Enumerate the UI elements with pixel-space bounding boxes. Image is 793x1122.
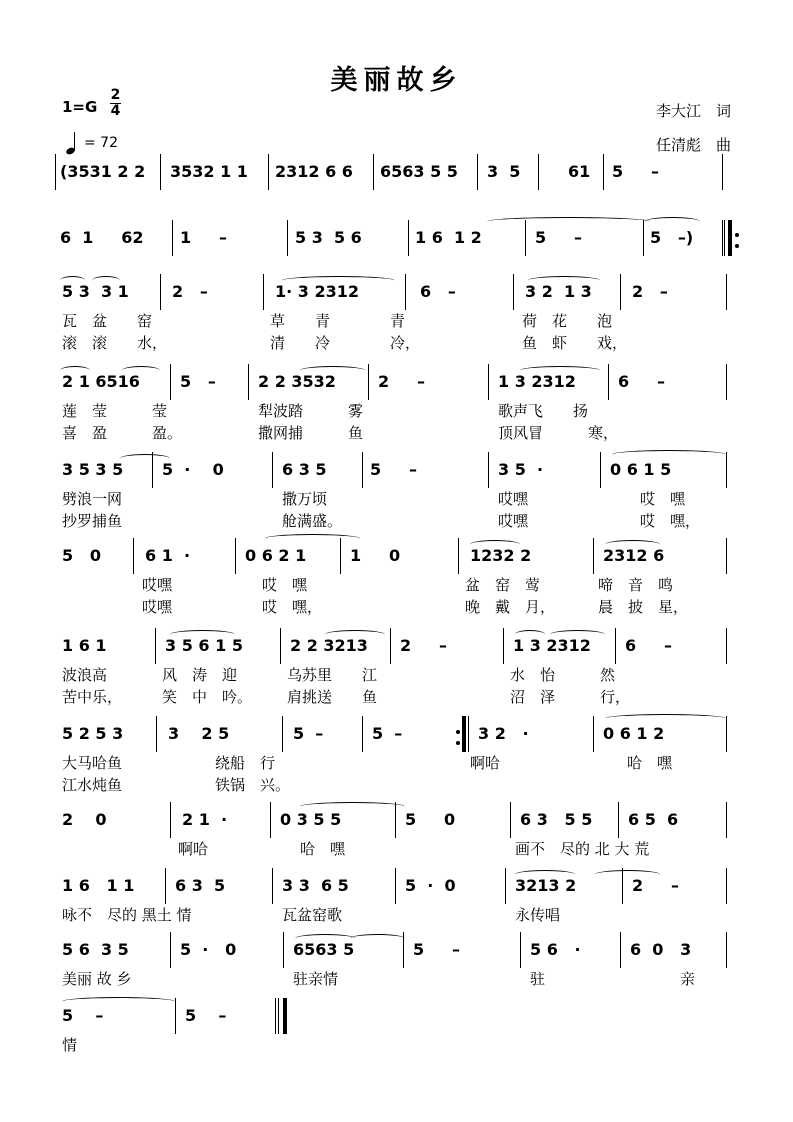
notation-measure: 5 – — [535, 228, 582, 247]
bar-line — [593, 538, 594, 574]
key-signature: 1=G — [62, 98, 98, 116]
repeat-start-thick-bar — [728, 220, 732, 256]
notation-measure: 5 · 0 — [162, 460, 224, 479]
bar-line — [362, 716, 363, 752]
notation-measure: 5 2 5 3 — [62, 724, 124, 743]
bar-line — [726, 868, 727, 904]
slur-mark — [515, 870, 575, 879]
slur-mark — [595, 870, 660, 879]
lyric-verse-1: 乌苏里 江 — [287, 666, 378, 684]
bar-line — [268, 154, 269, 190]
bar-line — [368, 364, 369, 400]
lyric-verse-1: 哈 嘿 — [627, 754, 673, 772]
tempo-value: = 72 — [84, 135, 118, 151]
bar-line — [726, 932, 727, 968]
notation-measure: 5 6 3 5 — [62, 940, 129, 959]
slur-mark — [60, 276, 85, 285]
intro-start-bar — [55, 154, 56, 190]
lyric-verse-1: 亲 — [680, 970, 696, 988]
bar-line — [156, 716, 157, 752]
notation-measure: 2 – — [400, 636, 447, 655]
bar-line — [287, 220, 288, 256]
notation-measure: 5 – — [372, 724, 403, 743]
notation-measure: 2 1 · — [182, 810, 228, 829]
notation-measure: 2 2 3213 — [290, 636, 368, 655]
notation-measure: 2 – — [172, 282, 208, 301]
notation-measure: 1 6 1 2 — [415, 228, 482, 247]
notation-measure: 5 · 0 — [405, 876, 456, 895]
lyric-verse-2: 江水炖鱼 — [62, 776, 123, 794]
bar-line — [165, 868, 166, 904]
notation-measure: 6 3 5 — [282, 460, 327, 479]
slur-mark — [265, 534, 360, 543]
bar-line — [726, 538, 727, 574]
notation-measure: 6 3 5 5 — [520, 810, 593, 829]
bar-line — [248, 364, 249, 400]
slur-mark — [605, 714, 726, 723]
bar-line — [615, 628, 616, 664]
bar-line — [275, 998, 276, 1034]
notation-measure: 5 0 — [62, 546, 101, 565]
notation-measure: 2 2 3532 — [258, 372, 336, 391]
bar-line — [505, 868, 506, 904]
notation-measure: 5 – — [62, 1006, 104, 1025]
notation-measure: 3213 2 — [515, 876, 577, 895]
lyric-verse-1: 啊哈 — [470, 754, 501, 772]
bar-line — [390, 628, 391, 664]
bar-line — [620, 274, 621, 310]
lyric-verse-2: 抄罗捕鱼 — [62, 512, 123, 530]
lyric-verse-1: 永传唱 — [515, 906, 561, 924]
slur-mark — [515, 630, 545, 639]
bar-line — [488, 364, 489, 400]
bar-line — [160, 154, 161, 190]
notation-measure: 0 3 5 5 — [280, 810, 342, 829]
bar-line — [340, 538, 341, 574]
notation-measure: 6 5 6 — [628, 810, 679, 829]
lyric-verse-1: 犁波踏 雾 — [258, 402, 364, 420]
bar-line — [603, 154, 604, 190]
bar-line — [618, 802, 619, 838]
notation-measure: 5 – — [370, 460, 417, 479]
notation-measure: 0 6 2 1 — [245, 546, 307, 565]
bar-line — [722, 154, 723, 190]
lyric-verse-2: 撒网捕 鱼 — [258, 424, 364, 442]
repeat-dot — [735, 244, 739, 248]
notation-measure: 3 2 · — [478, 724, 529, 743]
notation-measure: 2 – — [378, 372, 425, 391]
slur-mark — [528, 276, 600, 285]
bar-line — [608, 364, 609, 400]
bar-line — [726, 452, 727, 488]
notation-measure: 1 0 — [350, 546, 401, 565]
bar-line — [170, 932, 171, 968]
bar-line — [726, 364, 727, 400]
slur-mark — [295, 934, 355, 943]
lyric-verse-2: 铁锅 兴。 — [215, 776, 291, 794]
lyric-verse-2: 晨 披 星， — [598, 598, 689, 616]
lyric-verse-1: 歌声飞 扬 — [498, 402, 589, 420]
notation-measure: 2 0 — [62, 810, 107, 829]
lyric-verse-1: 瓦 盆 窑 — [62, 312, 153, 330]
final-thin-bar — [278, 998, 279, 1034]
bar-line — [160, 274, 161, 310]
bar-line — [726, 628, 727, 664]
slur-mark — [645, 217, 700, 226]
bar-line — [726, 802, 727, 838]
lyric-verse-1: 哎 嘿 — [262, 576, 308, 594]
notation-measure: 5 – — [612, 162, 659, 181]
bar-line — [503, 628, 504, 664]
notation-measure: 3532 1 1 — [170, 162, 248, 181]
notation-measure: 2312 6 6 — [275, 162, 353, 181]
lyric-verse-1: 画不 尽的 北 大 荒 — [515, 840, 650, 858]
slur-mark — [470, 540, 520, 549]
bar-line — [510, 802, 511, 838]
lyric-verse-1: 驻亲情 — [293, 970, 339, 988]
bar-line — [155, 628, 156, 664]
lyric-verse-1: 瓦盆窑歌 — [282, 906, 343, 924]
lyric-verse-2: 顶风冒 寒， — [498, 424, 619, 442]
notation-measure: 5 0 — [405, 810, 456, 829]
notation-measure: 2312 6 — [603, 546, 665, 565]
notation-measure: 61 — [568, 162, 591, 181]
lyric-verse-1: 草 青 青 — [270, 312, 406, 330]
notation-measure: 1 6 1 1 — [62, 876, 135, 895]
slur-mark — [325, 630, 385, 639]
notation-measure: 6 0 3 — [630, 940, 692, 959]
notation-measure: 3 5 3 5 — [62, 460, 124, 479]
lyric-verse-1: 哎嘿 — [498, 490, 529, 508]
bar-line — [593, 716, 594, 752]
bar-line — [263, 274, 264, 310]
time-signature-top: 2 — [110, 87, 121, 103]
lyric-verse-2: 笑 中 吟。 — [162, 688, 253, 706]
bar-line — [133, 538, 134, 574]
notation-measure: 6 3 5 — [175, 876, 226, 895]
composer-credit: 任清彪 曲 — [655, 136, 731, 154]
notation-measure: 0 6 1 2 — [603, 724, 665, 743]
lyric-verse-2: 肩挑送 鱼 — [287, 688, 378, 706]
lyric-verse-2: 哎 嘿， — [262, 598, 323, 616]
bar-line — [282, 716, 283, 752]
bar-line — [280, 628, 281, 664]
lyric-verse-2: 鱼 虾 戏， — [522, 334, 628, 352]
slur-mark — [612, 450, 726, 459]
notation-measure: 1232 2 — [470, 546, 532, 565]
notation-measure: 3 5 — [487, 162, 521, 181]
lyric-verse-2: 清 冷 冷， — [270, 334, 421, 352]
repeat-dot — [735, 233, 739, 237]
slur-mark — [92, 276, 120, 285]
lyric-verse-1: 莲 莹 莹 — [62, 402, 168, 420]
lyric-verse-1: 情 — [62, 1036, 78, 1054]
notation-measure: (3531 2 2 — [60, 162, 146, 181]
bar-line — [405, 274, 406, 310]
notation-measure: 6 – — [625, 636, 672, 655]
bar-line — [283, 932, 284, 968]
song-title: 美丽故乡 — [330, 65, 463, 96]
lyric-verse-1: 荷 花 泡 — [522, 312, 613, 330]
slur-mark — [122, 366, 160, 375]
notation-measure: 6 1 · — [145, 546, 191, 565]
notation-measure: 1 3 2312 — [498, 372, 576, 391]
lyric-verse-1: 哈 嘿 — [300, 840, 346, 858]
notation-measure: 5 – — [180, 372, 216, 391]
notation-measure: 1 3 2312 — [513, 636, 591, 655]
notation-measure: 5 6 · — [530, 940, 581, 959]
bar-line — [272, 868, 273, 904]
bar-line — [270, 802, 271, 838]
bar-line — [538, 154, 539, 190]
slur-mark — [282, 276, 395, 285]
slur-mark — [300, 802, 405, 811]
notation-measure: 5 – — [413, 940, 460, 959]
notation-measure: 5 3 5 6 — [295, 228, 362, 247]
bar-line — [600, 452, 601, 488]
bar-line — [477, 154, 478, 190]
bar-line — [408, 220, 409, 256]
lyric-verse-2: 苦中乐， — [62, 688, 123, 706]
slur-mark — [350, 934, 405, 943]
repeat-start-thin-bar — [724, 220, 725, 256]
lyric-verse-1: 波浪高 — [62, 666, 108, 684]
notation-measure: 1 6 1 — [62, 636, 107, 655]
lyric-verse-1: 驻 — [530, 970, 546, 988]
notation-measure: 2 1 6516 — [62, 372, 140, 391]
notation-measure: 3 2 1 3 — [525, 282, 592, 301]
notation-measure: 3 2 5 — [168, 724, 230, 743]
lyric-verse-1: 撒万顷 — [282, 490, 328, 508]
slur-mark — [62, 997, 175, 1006]
final-thick-bar — [283, 998, 287, 1034]
slur-mark — [550, 630, 605, 639]
bar-line — [175, 998, 176, 1034]
bar-line — [235, 538, 236, 574]
notation-measure: 6563 5 — [293, 940, 355, 959]
bar-line — [458, 538, 459, 574]
bar-line — [373, 154, 374, 190]
bar-line — [726, 716, 727, 752]
lyric-verse-1: 美丽 故 乡 — [62, 970, 132, 988]
notation-measure: 3 3 6 5 — [282, 876, 349, 895]
slur-mark — [60, 366, 90, 375]
notation-measure: 1· 3 2312 — [275, 282, 360, 301]
repeat-end-thin-bar — [468, 716, 469, 752]
lyric-verse-2: 滚 滚 水， — [62, 334, 168, 352]
bar-line — [362, 452, 363, 488]
lyric-verse-1: 啼 音 鸣 — [598, 576, 674, 594]
notation-measure: 6563 5 5 — [380, 162, 458, 181]
slur-mark — [120, 454, 170, 463]
notation-measure: 5 –) — [650, 228, 694, 247]
lyric-verse-1: 劈浪一网 — [62, 490, 123, 508]
notation-measure: 5 – — [185, 1006, 227, 1025]
notation-measure: 5 · 0 — [180, 940, 237, 959]
slur-mark — [300, 366, 365, 375]
lyric-verse-1: 盆 窑 莺 — [465, 576, 541, 594]
bar-line — [395, 868, 396, 904]
lyric-verse-1: 咏不 尽的 黑土 情 — [62, 906, 192, 924]
slur-mark — [520, 366, 600, 375]
time-signature-bottom: 4 — [110, 103, 121, 119]
bar-line — [620, 932, 621, 968]
lyric-verse-1: 哎 嘿 — [640, 490, 686, 508]
bar-line — [272, 452, 273, 488]
bar-line — [726, 274, 727, 310]
lyric-verse-1: 大马哈鱼 — [62, 754, 123, 772]
lyric-verse-2: 喜 盈 盈。 — [62, 424, 183, 442]
repeat-end-thick-bar — [462, 716, 466, 752]
lyric-verse-1: 绕船 行 — [215, 754, 276, 772]
lyric-verse-1: 水 怡 然 — [510, 666, 616, 684]
lyric-verse-1: 风 涛 迎 — [162, 666, 238, 684]
slur-mark — [487, 217, 650, 226]
lyric-verse-1: 哎嘿 — [142, 576, 173, 594]
slur-mark — [170, 630, 235, 639]
bar-line — [172, 220, 173, 256]
bar-line — [488, 452, 489, 488]
lyric-verse-2: 哎 嘿， — [640, 512, 701, 530]
notation-measure: 6 – — [618, 372, 665, 391]
notation-measure: 3 5 · — [498, 460, 544, 479]
lyric-verse-2: 哎嘿 — [142, 598, 173, 616]
repeat-dot — [456, 741, 460, 745]
notation-measure: 2 – — [632, 876, 679, 895]
bar-line — [513, 274, 514, 310]
lyric-verse-2: 舱满盛。 — [282, 512, 343, 530]
notation-measure: 6 – — [420, 282, 456, 301]
repeat-dot — [456, 730, 460, 734]
bar-line — [170, 364, 171, 400]
lyric-verse-2: 晚 戴 月， — [465, 598, 556, 616]
notation-measure: 5 3 3 1 — [62, 282, 129, 301]
notation-measure: 3 5 6 1 5 — [165, 636, 243, 655]
notation-measure: 5 – — [293, 724, 324, 743]
slur-mark — [605, 540, 660, 549]
lyric-verse-2: 哎嘿 — [498, 512, 529, 530]
lyric-verse-1: 啊哈 — [178, 840, 209, 858]
bar-line — [170, 802, 171, 838]
notation-measure: 1 – — [180, 228, 227, 247]
lyric-verse-2: 沼 泽 行， — [510, 688, 631, 706]
notation-measure: 2 – — [632, 282, 668, 301]
notation-measure: 6 1 62 — [60, 228, 144, 247]
lyricist-credit: 李大江 词 — [655, 102, 731, 120]
notation-measure: 0 6 1 5 — [610, 460, 672, 479]
bar-line — [520, 932, 521, 968]
